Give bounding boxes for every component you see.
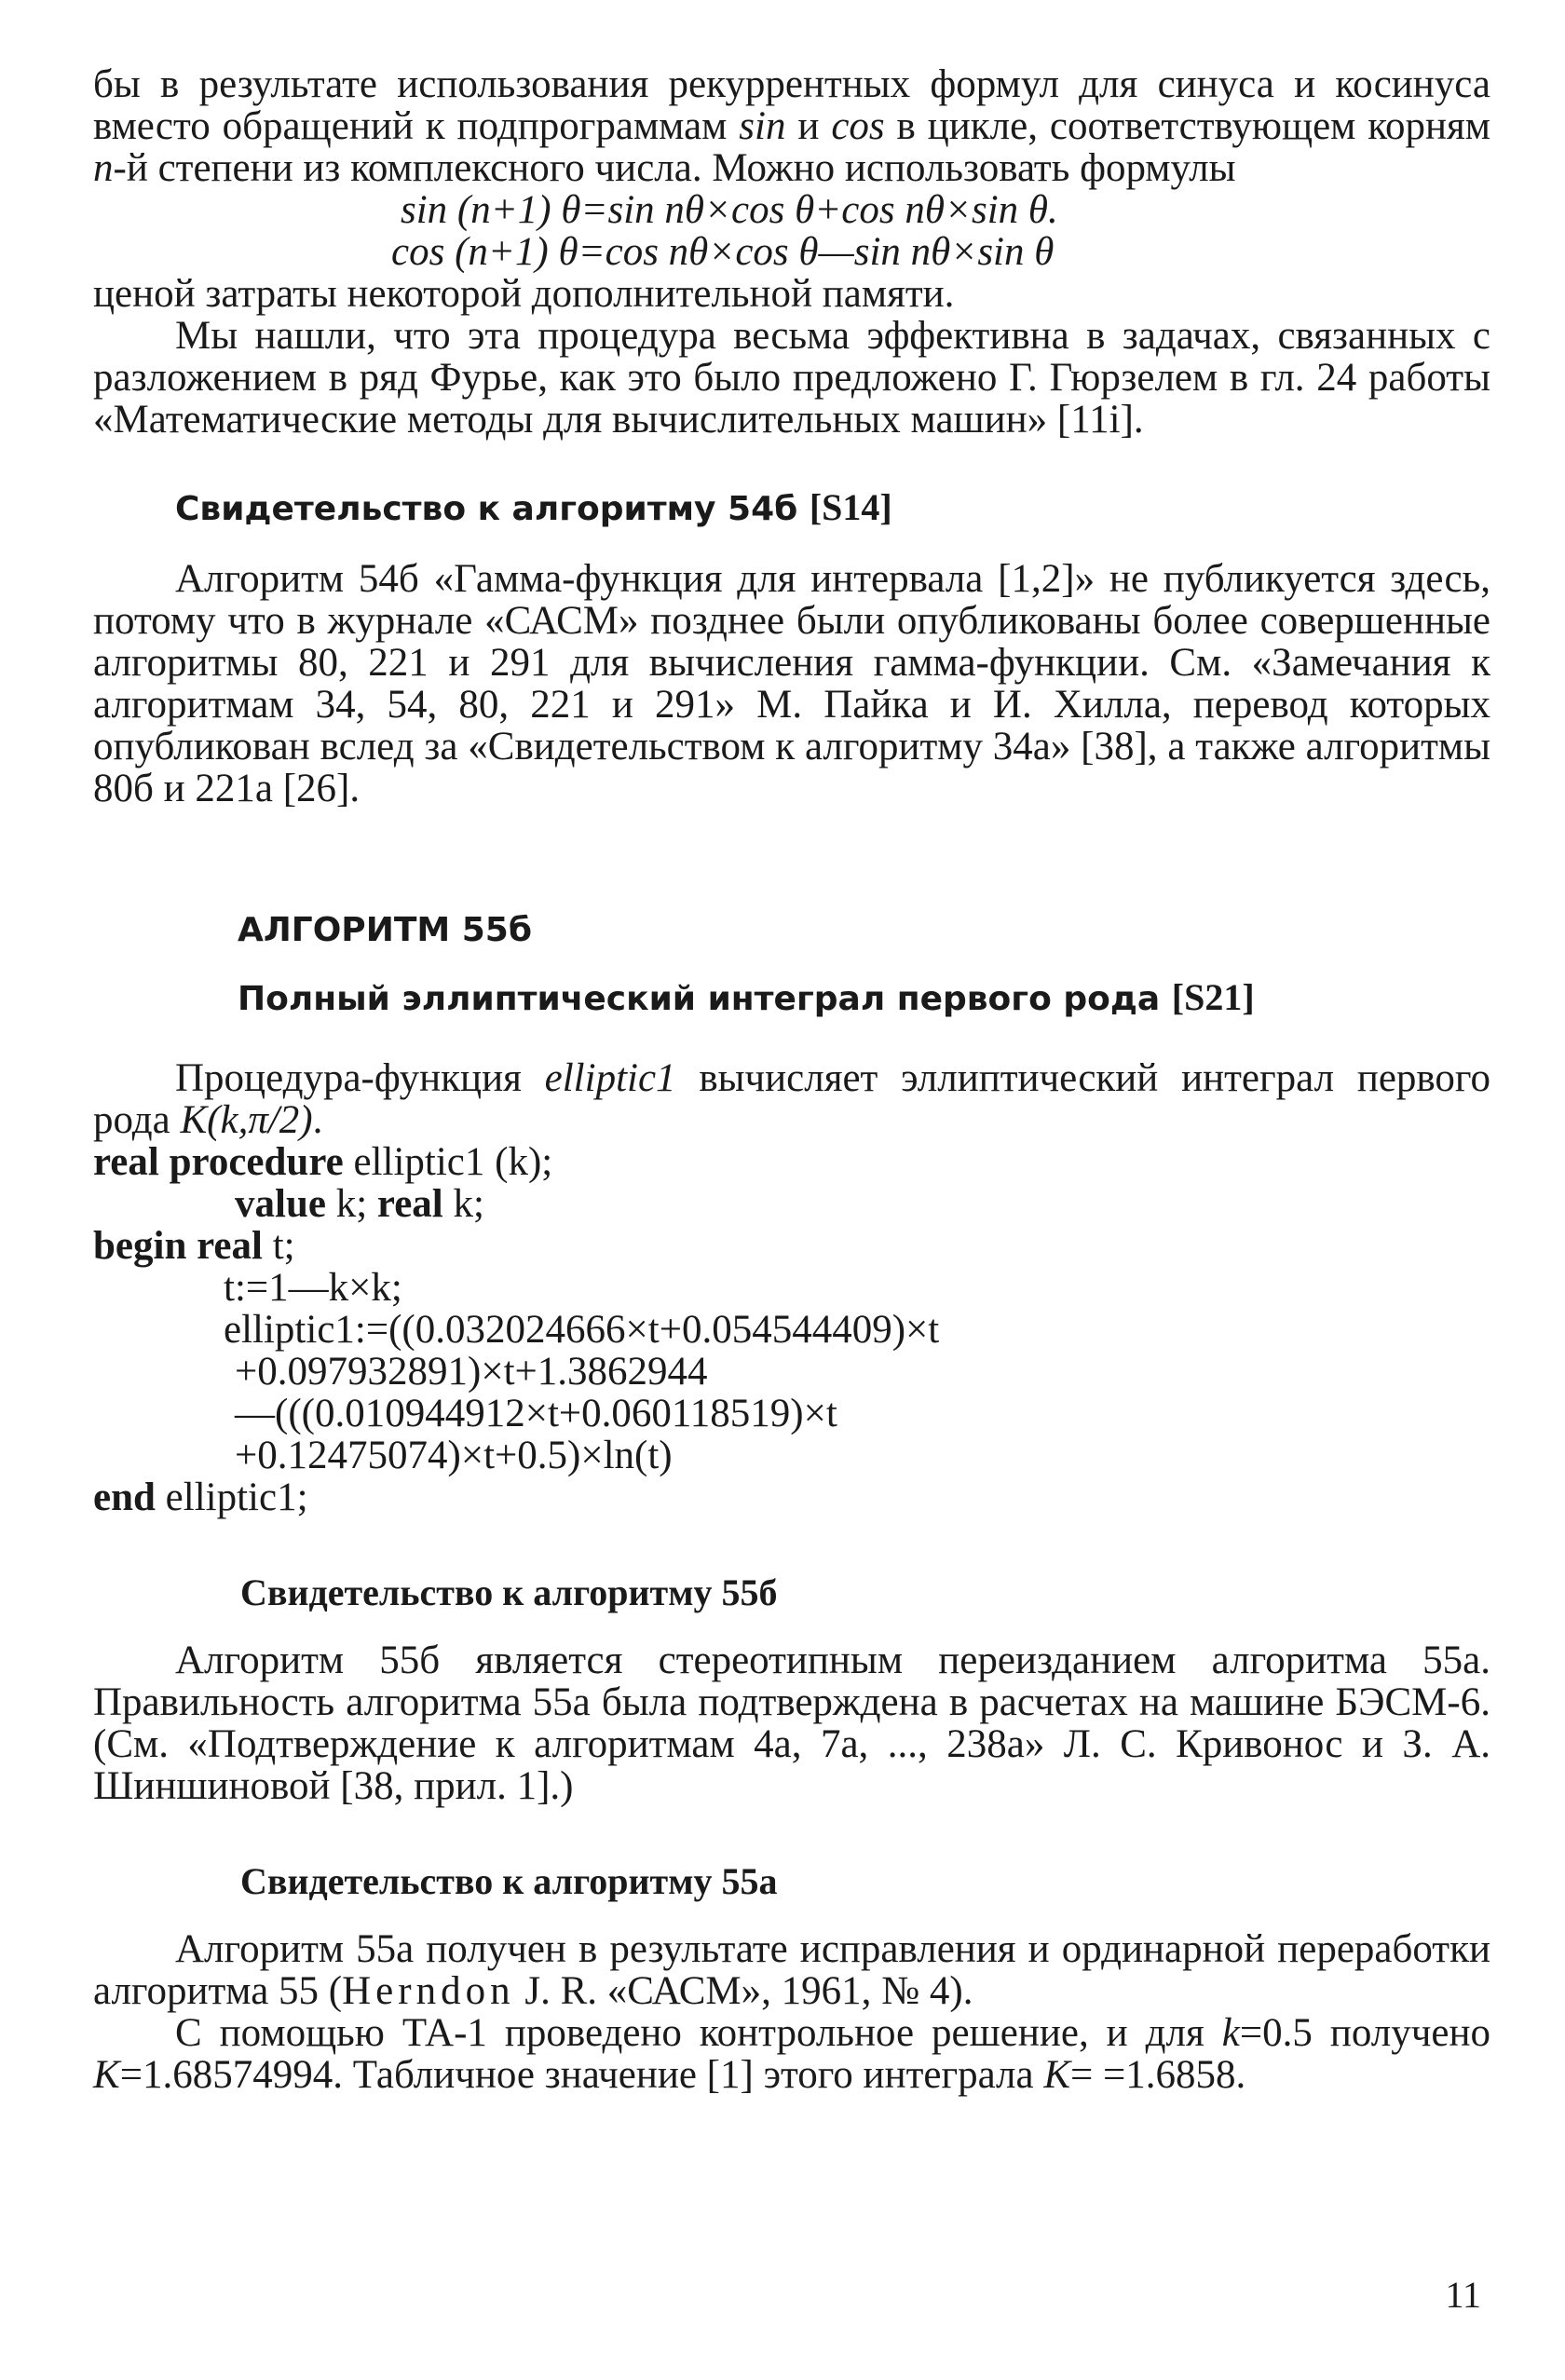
- code-text: t;: [262, 1224, 295, 1268]
- paragraph-cert-55a: [93, 1928, 1490, 2012]
- keyword: real: [376, 1182, 443, 1226]
- code-text: elliptic1 (k);: [343, 1140, 553, 1184]
- code-text: k;: [442, 1182, 484, 1226]
- keyword: real procedure: [93, 1140, 344, 1184]
- code-line: +0.12475074)×t+0.5)×ln(t): [235, 1434, 673, 1477]
- text-run: Herndon: [342, 1969, 515, 2013]
- formula-sin: sin (n+1) θ=sin nθ×cos θ+cos nθ×sin θ.: [401, 188, 1058, 232]
- text-run: Алгоритм 55а получен в результате исправления и ординарной переработки алгоритма 55 (: [93, 1927, 1490, 2013]
- text-run: в цикле, соответствующем корням: [884, 104, 1491, 148]
- paragraph-memory-cost: ценой затраты некоторой дополнительной памяти.: [93, 272, 955, 316]
- text-run: J. R. «САСМ», 1961, № 4).: [514, 1969, 973, 2013]
- code-line: +0.097932891)×t+1.3862944: [235, 1350, 708, 1394]
- text-run: k: [1221, 2011, 1240, 2055]
- code-line: [93, 1141, 1490, 1183]
- paragraph-algorithm-intro: [93, 1057, 1490, 1141]
- algol-code: [93, 1141, 1490, 1518]
- paragraph-control-solution: [93, 2012, 1490, 2096]
- text-run: = =1.6858.: [1070, 2053, 1246, 2097]
- heading-ref: [S14]: [809, 486, 892, 528]
- code-line: —(((0.010944912×t+0.060118519)×t: [235, 1392, 837, 1435]
- text-run: и: [785, 104, 832, 148]
- formula-block: [93, 189, 1490, 273]
- text-run: С помощью ТА-1 проведено контрольное решение, и для: [175, 2011, 1222, 2055]
- text-run: бы в результате использования рекуррентных формул для синуса и косинуса вместо обращений к подпрограммам: [93, 62, 1490, 148]
- algorithm-title: АЛГОРИТМ 55б: [238, 911, 532, 949]
- paragraph-cert-55b: Алгоритм 55б является стереотипным переизданием алгоритма 55а. Правильность алгоритма 55а была подтверждена в расчетах на машине БЭСМ-6. (См. «Подтверждение к алгоритмам 4а, 7а, ..., 238а» Л. С. Кривонос и З. А. Шиншиновой [38, прил. 1].): [93, 1639, 1490, 1808]
- subtitle-ref: [S21]: [1171, 976, 1255, 1018]
- text-run: Процедура-функция: [175, 1056, 545, 1100]
- paragraph-cert-54: Алгоритм 54б «Гамма-функция для интервала [1,2]» не публикуется здесь, потому что в журнале «САСМ» позднее были опубликованы более совершенные алгоритмы 80, 221 и 291 для вычисления гамма-функции. См. «Замечания к алгоритмам 34, 54, 80, 221 и 291» М. Пайка и И. Хилла, перевод которых опубликован вслед за «Свидетельством к алгоритму 34а» [38], а также алгоритмы 80б и 221а [26].: [93, 557, 1490, 810]
- text-run: elliptic1: [544, 1056, 676, 1100]
- code-line: [93, 1183, 1490, 1225]
- code-line: [93, 1225, 1490, 1267]
- code-text: elliptic1;: [155, 1476, 308, 1519]
- keyword: real: [197, 1224, 263, 1268]
- code-line: [93, 1476, 1490, 1518]
- heading-text: Свидетельство к алгоритму 54б: [175, 490, 810, 528]
- page-content: [93, 63, 1490, 2096]
- text-run: вычисляет эллиптический интеграл первого рода: [93, 1056, 1490, 1142]
- subtitle-text: Полный эллиптический интеграл первого рода: [238, 980, 1172, 1018]
- text-run: cos: [831, 104, 885, 148]
- text-run: n: [93, 146, 114, 190]
- text-run: .: [312, 1098, 323, 1142]
- text-run: =1.68574994. Табличное значение [1] этого интеграла: [119, 2053, 1044, 2097]
- heading-cert-54: [93, 487, 1490, 530]
- text-run: -й степени из комплексного числа. Можно использовать формулы: [113, 146, 1236, 190]
- keyword: value: [235, 1182, 326, 1226]
- text-run: K: [1043, 2053, 1071, 2097]
- code-line: t:=1—k×k;: [224, 1266, 402, 1310]
- text-run: sin: [739, 104, 786, 148]
- keyword: begin: [93, 1224, 187, 1268]
- page-number: 11: [1445, 2274, 1481, 2316]
- algorithm-subtitle: [93, 977, 1490, 1020]
- code-text: k;: [325, 1182, 377, 1226]
- code-text: [186, 1224, 197, 1268]
- formula-cos: cos (n+1) θ=cos nθ×cos θ—sin nθ×sin θ: [391, 230, 1055, 274]
- text-run: K(k,π/2): [180, 1098, 313, 1142]
- paragraph-recurrent-formulas: [93, 63, 1490, 189]
- heading-cert-55a: Свидетельство к алгоритму 55а: [240, 1860, 778, 1902]
- text-run: =0.5 получено: [1239, 2011, 1490, 2055]
- code-line: elliptic1:=((0.032024666×t+0.054544409)×t: [224, 1308, 940, 1352]
- keyword: end: [93, 1476, 156, 1519]
- paragraph-fourier: Мы нашли, что эта процедура весьма эффективна в задачах, связанных с разложением в ряд Фурье, как это было предложено Г. Гюрзелем в гл. 24 работы «Математические методы для вычислительных машин» [11i].: [93, 314, 1490, 442]
- heading-cert-55b: Свидетельство к алгоритму 55б: [240, 1571, 778, 1613]
- text-run: K: [93, 2053, 120, 2097]
